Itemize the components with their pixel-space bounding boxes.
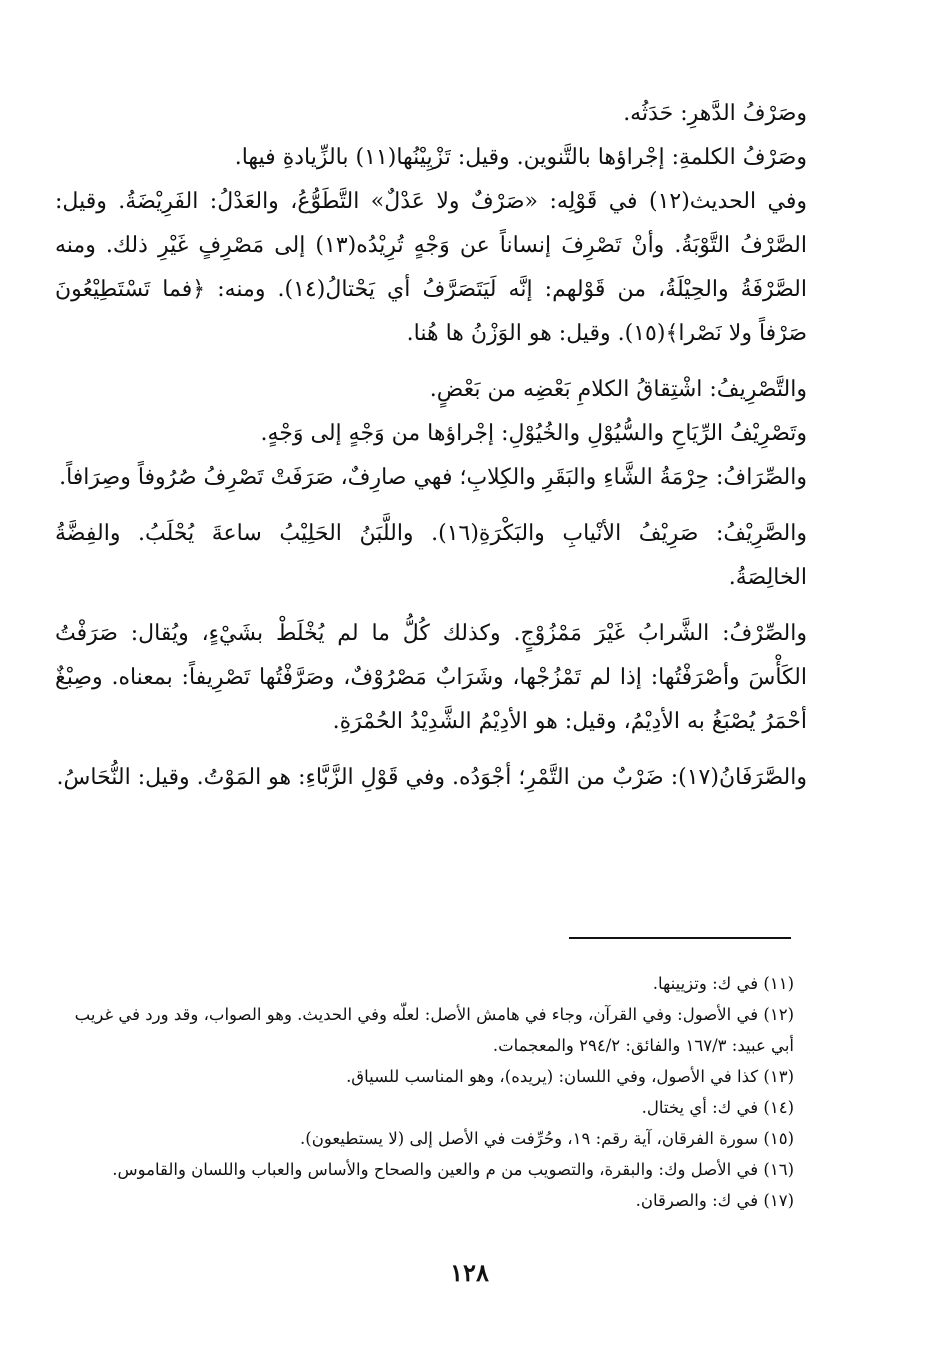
main-text <box>55 92 807 800</box>
paragraph-sarafan: والصَّرَفَانُ(١٧): ضَرْبٌ من التَّمْرِ؛ أجْوَدُه. وفي قَوْلِ الزَّبَّاءِ: هو المَوْتُ. وقيل: النُّحَاسُ. <box>56 765 807 790</box>
paragraph-sarif: والصَّرِيْفُ: صَرِيْفُ الأنْيابِ والبَكْرَةِ(١٦). واللَّبَنُ الحَلِيْبُ ساعةَ يُحْلَبُ. والفِضَّةُ الخالِصَةُ. <box>55 521 807 590</box>
footnote-13: (١٣) كذا في الأصول، وفي اللسان: (يريده)، وهو المناسب للسياق. <box>346 1067 794 1086</box>
footnotes <box>60 968 794 1216</box>
footnote-15: (١٥) سورة الفرقان، آية رقم: ١٩، وحُرِّفت في الأصل إلى (لا يستطيعون). <box>300 1129 794 1148</box>
paragraph-sarf-dahr: وصَرْفُ الدَّهرِ: حَدَثُه. <box>623 101 807 126</box>
paragraph-tasrif: والتَّصْرِيفُ: اشْتِقاقُ الكلامِ بَعْضِه من بَعْضٍ. <box>429 377 807 402</box>
footnote-11: (١١) في ك: وتزيينها. <box>652 974 794 993</box>
paragraph-sarf-kalima: وصَرْفُ الكلمةِ: إجْراؤها بالتَّنوين. وقيل: تَزْيِيْنُها(١١) بالزِّيادةِ فيها. <box>234 145 807 170</box>
paragraph-siraf: والصِّرَافُ: حِرْمَةُ الشَّاءِ والبَقَرِ والكِلابِ؛ فهي صارِفٌ، صَرَفَتْ تَصْرِفُ صُرُوفاً وصِرَافاً. <box>59 465 807 490</box>
footnote-12: (١٢) في الأصول: وفي القرآن، وجاء في هامش الأصل: لعلّه وفي الحديث. وهو الصواب، وقد ورد في غريب أبي عبيد: ١٦٧/٣ والفائق: ٢٩٤/٢ والمعجمات. <box>74 1005 794 1055</box>
footnote-divider <box>569 937 791 939</box>
footnote-16: (١٦) في الأصل وك: والبقرة، والتصويب من م والعين والصحاح والأساس والعباب واللسان والقاموس. <box>112 1160 794 1179</box>
paragraph-tasrif-riyah: وتَصْرِيْفُ الرِّيَاحِ والسُّيُوْلِ والخُيُوْلِ: إجْراؤها من وَجْهٍ إلى وَجْهٍ. <box>260 421 807 446</box>
page-number: ١٢٨ <box>450 1258 489 1287</box>
paragraph-hadith: وفي الحديث(١٢) في قَوْلِه: «صَرْفٌ ولا عَدْلٌ» التَّطَوُّعُ، والعَدْلُ: الفَرِيْضَةُ. وقيل: الصَّرْفُ التَّوْبَةُ. وأنْ تَصْرِفَ إنساناً عن وَجْهٍ تُرِيْدُه(١٣) إلى مَصْرِفٍ غَيْرِ ذلك. ومنه الصَّرْفَةُ والحِيْلَةُ، من قَوْلهم: إنَّه لَيَتَصَرَّفُ أي يَحْتالُ(١٤). ومنه: ﴿فما تَسْتَطِيْعُونَ صَرْفاً ولا نَصْرا﴾(١٥). وقيل: هو الوَزْنُ ها هُنا. <box>55 189 808 346</box>
paragraph-sirf: والصِّرْفُ: الشَّرابُ غَيْرَ مَمْزُوْجٍ. وكذلك كُلُّ ما لم يُخْلَطْ بشَيْءٍ، ويُقال: صَرَفْتُ الكَأْسَ وأصْرَفْتُها: إذا لم تَمْزُجْها، وشَرَابٌ مَصْرُوْفٌ، وصَرَّفْتُها تَصْرِيفاً: بمعناه. وصِبْغٌ أحْمَرُ يُصْبَغُ به الأدِيْمُ، وقيل: هو الأدِيْمُ الشَّدِيْدُ الحُمْرَةِ. <box>55 621 807 734</box>
footnote-14: (١٤) في ك: أي يختال. <box>641 1098 794 1117</box>
footnote-17: (١٧) في ك: والصرقان. <box>635 1191 794 1210</box>
